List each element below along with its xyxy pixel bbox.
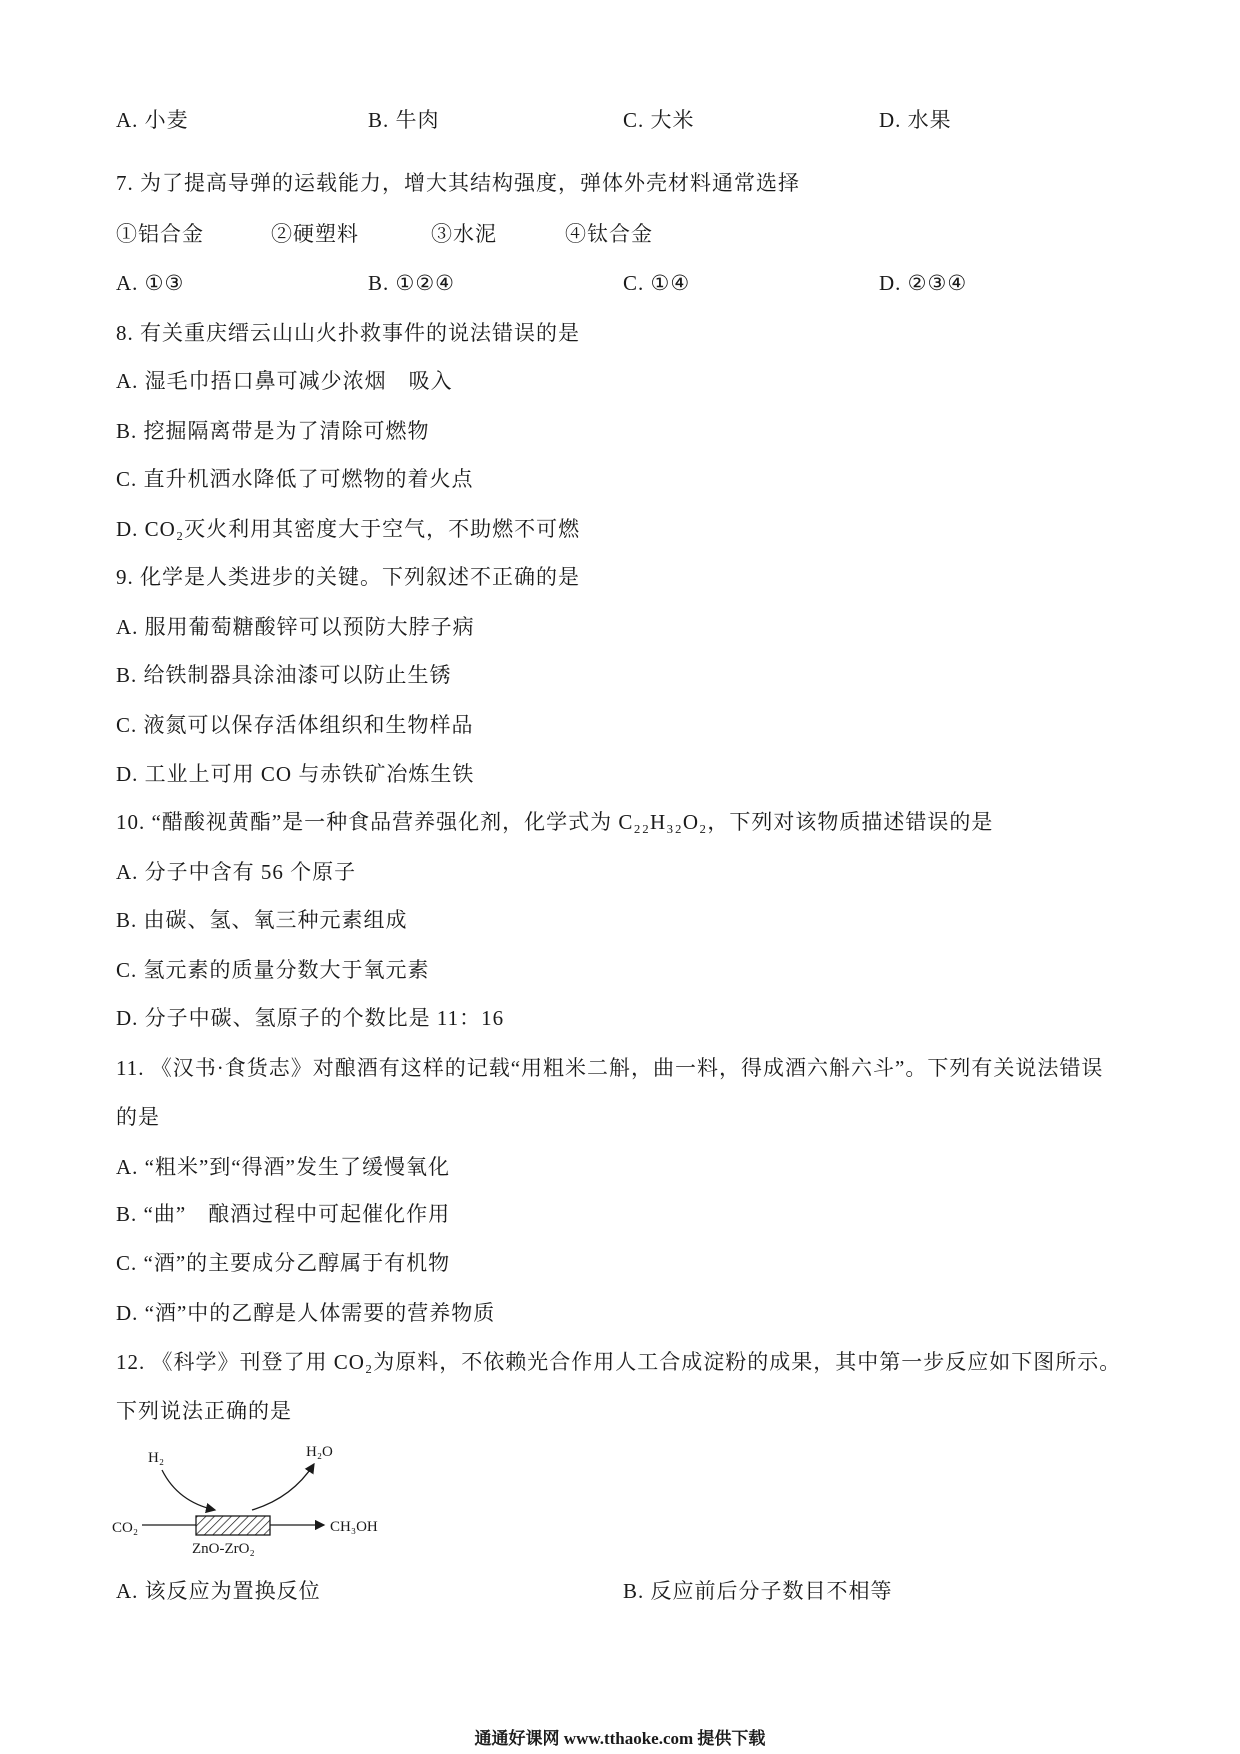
q10-option-c: C. 氢元素的质量分数大于氧元素	[116, 958, 430, 982]
q10-option-a: A. 分子中含有 56 个原子	[116, 860, 357, 884]
q10-option-d: D. 分子中碳、氢原子的个数比是 11：16	[116, 1006, 505, 1030]
q8-option-c: C. 直升机洒水降低了可燃物的着火点	[116, 467, 474, 491]
q7-option-a: A. ①③	[116, 271, 185, 295]
h2o-output-arrow	[252, 1464, 314, 1510]
q6-option-a: A. 小麦	[116, 108, 189, 132]
q9-option-b: B. 给铁制器具涂油漆可以防止生锈	[116, 663, 452, 687]
q6-option-c: C. 大米	[623, 108, 695, 132]
catalyst-box	[196, 1516, 270, 1535]
q12-option-a: A. 该反应为置换反位	[116, 1579, 321, 1603]
q11-option-a: A. “粗米”到“得酒”发生了缓慢氧化	[116, 1155, 450, 1179]
q7-option-d: D. ②③④	[879, 271, 968, 295]
q11-stem-line2: 的是	[116, 1105, 160, 1129]
q12-stem-line1: 12. 《科学》刊登了用 CO₂为原料，不依赖光合作用人工合成淀粉的成果，其中第一步反应如下图所示。	[116, 1350, 1122, 1374]
q8-option-b: B. 挖掘隔离带是为了清除可燃物	[116, 419, 430, 443]
q7-option-c: C. ①④	[623, 271, 691, 295]
q8-option-d: D. CO₂灭火利用其密度大于空气，不助燃不可燃	[116, 517, 581, 541]
catalyst-label: ZnO-ZrO₂	[192, 1541, 255, 1557]
q7-option-b: B. ①②④	[368, 271, 455, 295]
q8-option-a: A. 湿毛巾捂口鼻可减少浓烟 吸入	[116, 369, 453, 393]
q11-option-c: C. “酒”的主要成分乙醇属于有机物	[116, 1251, 451, 1275]
h2-label: H₂	[148, 1450, 165, 1466]
q6-option-d: D. 水果	[879, 108, 952, 132]
q10-stem: 10. “醋酸视黄酯”是一种食品营养强化剂，化学式为 C₂₂H₃₂O₂，下列对该物质描述错误的是	[116, 810, 994, 834]
co2-label: CO₂	[112, 1520, 139, 1536]
q11-option-d: D. “酒”中的乙醇是人体需要的营养物质	[116, 1301, 496, 1325]
q9-stem: 9. 化学是人类进步的关键。下列叙述不正确的是	[116, 565, 580, 589]
q7-material-2: ②硬塑料	[271, 222, 359, 246]
q11-option-b: B. “曲” 酿酒过程中可起催化作用	[116, 1202, 451, 1226]
q9-option-d: D. 工业上可用 CO 与赤铁矿冶炼生铁	[116, 762, 475, 786]
q12-stem-line2: 下列说法正确的是	[116, 1399, 292, 1423]
h2o-label: H₂O	[306, 1444, 333, 1460]
q12-option-b: B. 反应前后分子数目不相等	[623, 1579, 893, 1603]
q9-option-c: C. 液氮可以保存活体组织和生物样品	[116, 713, 474, 737]
q7-stem: 7. 为了提高导弹的运载能力，增大其结构强度，弹体外壳材料通常选择	[116, 171, 800, 195]
q7-material-1: ①铝合金	[116, 222, 204, 246]
reaction-diagram	[112, 1440, 402, 1565]
q7-material-4: ④钛合金	[565, 222, 653, 246]
q9-option-a: A. 服用葡萄糖酸锌可以预防大脖子病	[116, 615, 475, 639]
q6-option-b: B. 牛肉	[368, 108, 440, 132]
h2-input-arrow	[162, 1470, 215, 1510]
footer-source: 通通好课网 www.tthaoke.com 提供下载	[474, 1729, 766, 1748]
q11-stem-line1: 11. 《汉书·食货志》对酿酒有这样的记载“用粗米二斛，曲一料，得成酒六斛六斗”。下列有关说法错误	[116, 1056, 1104, 1080]
q7-material-3: ③水泥	[431, 222, 497, 246]
q10-option-b: B. 由碳、氢、氧三种元素组成	[116, 908, 408, 932]
q8-stem: 8. 有关重庆缙云山山火扑救事件的说法错误的是	[116, 321, 580, 345]
ch3oh-label: CH₃OH	[330, 1519, 378, 1535]
